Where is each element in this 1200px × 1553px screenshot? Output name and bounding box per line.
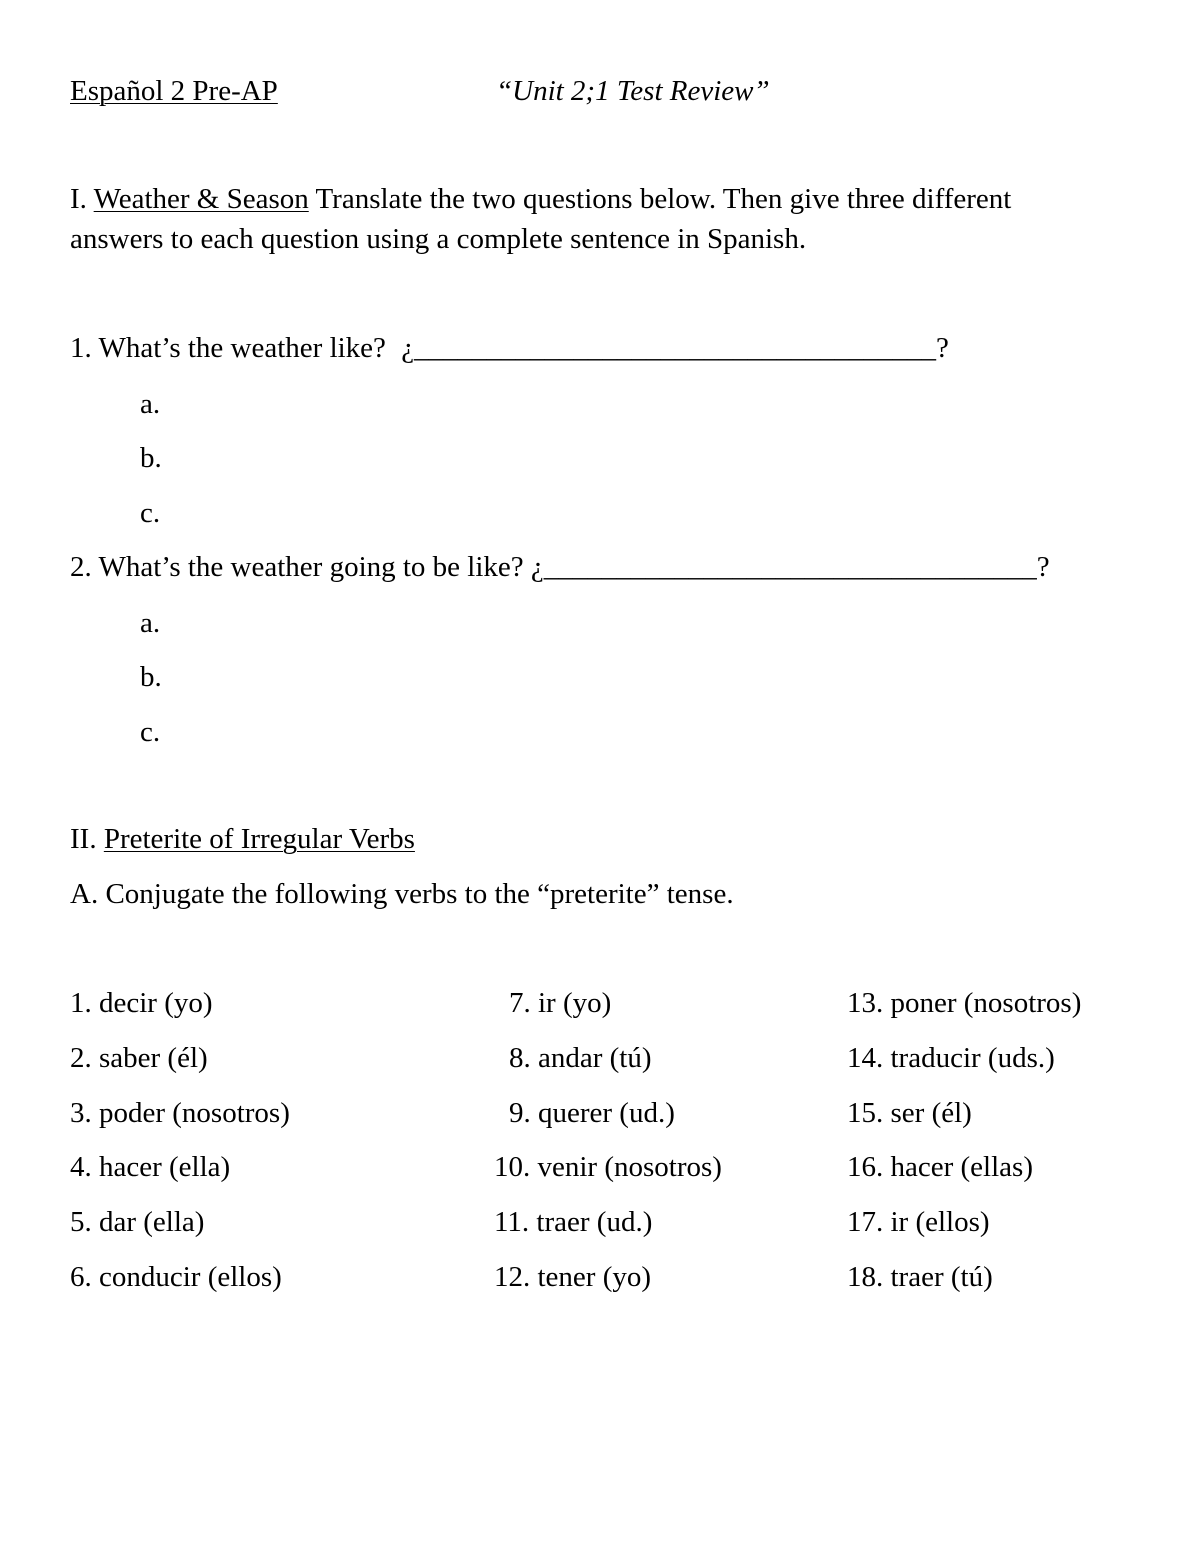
- verb-item-3: 3. poder (nosotros): [70, 1097, 290, 1129]
- course-title: Español 2 Pre-AP: [70, 75, 278, 107]
- verb-item-5: 5. dar (ella): [70, 1206, 205, 1238]
- question-1: [70, 334, 949, 363]
- question-2-prompt: 2. What’s the weather going to be like?: [70, 551, 524, 583]
- section-2-heading-line: [70, 825, 415, 854]
- question-2-answer-c: c.: [140, 716, 161, 748]
- verb-item-16: 16. hacer (ellas): [847, 1151, 1033, 1183]
- verb-item-4: 4. hacer (ella): [70, 1151, 231, 1183]
- section-1-heading: Weather & Season: [93, 183, 309, 215]
- section-1-instructions-line1: Translate the two questions below. Then give three different: [315, 183, 1012, 215]
- question-1-answer-a: a.: [140, 388, 161, 420]
- verb-item-10: 10. venir (nosotros): [494, 1151, 722, 1183]
- verb-item-17: 17. ir (ellos): [847, 1206, 990, 1238]
- question-1-answer-c: c.: [140, 497, 161, 529]
- verb-item-1: 1. decir (yo): [70, 987, 213, 1019]
- verb-item-7: 7. ir (yo): [509, 987, 612, 1019]
- verb-item-2: 2. saber (él): [70, 1042, 208, 1074]
- question-1-prompt: 1. What’s the weather like?: [70, 332, 386, 364]
- section-2-part-a: A. Conjugate the following verbs to the “preterite” tense.: [70, 878, 734, 910]
- question-2-answer-a: a.: [140, 607, 161, 639]
- verb-item-18: 18. traer (tú): [847, 1261, 993, 1293]
- section-2-heading: Preterite of Irregular Verbs: [103, 823, 415, 855]
- verb-item-11: 11. traer (ud.): [494, 1206, 653, 1238]
- section-1-numeral: I.: [70, 183, 87, 215]
- verb-item-9: 9. querer (ud.): [509, 1097, 675, 1129]
- section-1-heading-line: [70, 185, 1011, 214]
- verb-item-13: 13. poner (nosotros): [847, 987, 1082, 1019]
- verb-item-12: 12. tener (yo): [494, 1261, 652, 1293]
- question-1-answer-b: b.: [140, 442, 162, 474]
- verb-item-8: 8. andar (tú): [509, 1042, 652, 1074]
- question-2-blank: ¿__________________________________?: [530, 551, 1050, 583]
- section-1-instructions-line2: answers to each question using a complete sentence in Spanish.: [70, 223, 807, 255]
- verb-item-6: 6. conducir (ellos): [70, 1261, 282, 1293]
- question-2-answer-b: b.: [140, 661, 162, 693]
- question-1-blank: ¿____________________________________?: [401, 332, 949, 364]
- question-2: [70, 553, 1050, 582]
- verb-item-14: 14. traducir (uds.): [847, 1042, 1055, 1074]
- section-2-numeral: II.: [70, 823, 97, 855]
- verb-item-15: 15. ser (él): [847, 1097, 972, 1129]
- document-title: “Unit 2;1 Test Review”: [496, 75, 770, 107]
